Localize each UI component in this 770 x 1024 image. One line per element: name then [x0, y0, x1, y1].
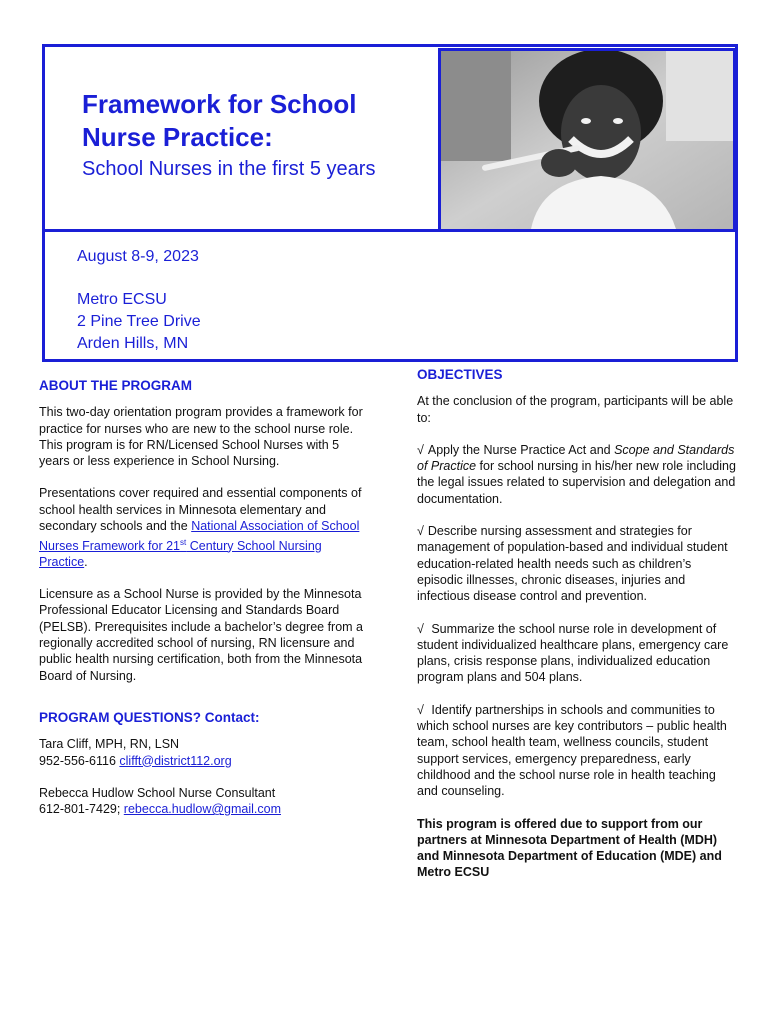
- objective-2-text: Describe nursing assessment and strategies for management of population-based and individual student education-related health needs such as children’s episodic illnesses, chronic diseases, injuries and infectious disease control and prevention.: [417, 524, 728, 604]
- about-paragraph-1: This two-day orientation program provides a framework for practice for nurses who are new to the school nurse role. This program is for RN/Licensed School Nurses with 5 years or less experience in School Nursing.: [39, 405, 363, 469]
- check-icon: √: [417, 442, 424, 457]
- event-street: 2 Pine Tree Drive: [77, 313, 201, 330]
- check-icon: √: [417, 524, 424, 539]
- nasn-framework-link-text: National Association of School Nurses Framework for 21: [39, 519, 360, 553]
- contact-2-name: Rebecca Hudlow School Nurse Consultant: [39, 785, 276, 800]
- event-date: August 8-9, 2023: [77, 248, 199, 265]
- page-subtitle: School Nurses in the first 5 years: [82, 158, 376, 180]
- about-paragraph-2-text: Presentations cover required and essential components of school health services in Minnesota elementary and secondary schools and the: [39, 486, 362, 534]
- page-title: Framework for School Nurse Practice:: [82, 89, 357, 152]
- contact-1-phone: 952-556-6116: [39, 753, 120, 768]
- objective-3-text: Summarize the school nurse role in development of student individualized healthcare plans, emergency care plans, crisis response plans, individualized education program plans and 504 plans.: [417, 621, 729, 685]
- about-paragraph-2-end: .: [84, 554, 88, 569]
- objective-4: [417, 702, 737, 800]
- objective-1-emphasis: Scope and Standards of Practice: [417, 442, 735, 474]
- contact-1-email-link[interactable]: clifft@district112.org: [119, 753, 232, 768]
- about-paragraph-2: [39, 485, 369, 570]
- objectives-heading: OBJECTIVES: [417, 367, 503, 382]
- about-heading: ABOUT THE PROGRAM: [39, 378, 192, 393]
- about-paragraph-3: Licensure as a School Nurse is provided by the Minnesota Professional Educator Licensing and Standards Board (PELSB). Prerequisites include a bachelor’s degree from a regionally accredited school of nursing, RN licensure and public health nursing certification, both from the Minnesota Board of Nursing.: [39, 587, 364, 683]
- nasn-framework-link-sup: st: [180, 537, 187, 547]
- support-statement: This program is offered due to support from our partners at Minnesota Department of Health (MDH) and Minnesota Department of Education (MDE) and Metro ECSU: [417, 816, 722, 880]
- student-photo-illustration: [441, 51, 733, 229]
- contact-1-line: [39, 753, 369, 769]
- objectives-intro: At the conclusion of the program, participants will be able to:: [417, 394, 734, 425]
- event-city: Arden Hills, MN: [77, 335, 189, 352]
- questions-heading: PROGRAM QUESTIONS? Contact:: [39, 709, 260, 725]
- objective-1-text: Apply the Nurse Practice Act and: [427, 442, 615, 457]
- objective-4-text: Identify partnerships in schools and communities to which school nurses are key contributors – public health team, school health team, wellness councils, student support services, emergency preparedness, early childhood and the school nurse role in health teaching and counseling.: [417, 702, 727, 799]
- objective-1: [417, 442, 737, 507]
- contact-2-email-link[interactable]: rebecca.hudlow@gmail.com: [123, 802, 281, 817]
- objective-3: [417, 621, 737, 686]
- objective-1-text-end: for school nursing in his/her new role including the legal issues related to supervision and delegation and documentation.: [417, 459, 736, 506]
- event-venue: Metro ECSU: [77, 291, 167, 308]
- event-details: [77, 246, 201, 355]
- contact-2-line: [39, 801, 369, 817]
- objective-2: [417, 523, 737, 604]
- check-icon: √: [417, 621, 424, 636]
- left-column: [39, 378, 369, 817]
- contact-1-name: Tara Cliff, MPH, RN, LSN: [39, 737, 180, 752]
- nasn-framework-link-end: Century School Nursing Practice: [39, 538, 322, 569]
- contact-2-phone: 612-801-7429;: [39, 802, 124, 817]
- check-icon: √: [417, 702, 424, 717]
- student-photo: [438, 48, 736, 232]
- right-column: [417, 367, 737, 897]
